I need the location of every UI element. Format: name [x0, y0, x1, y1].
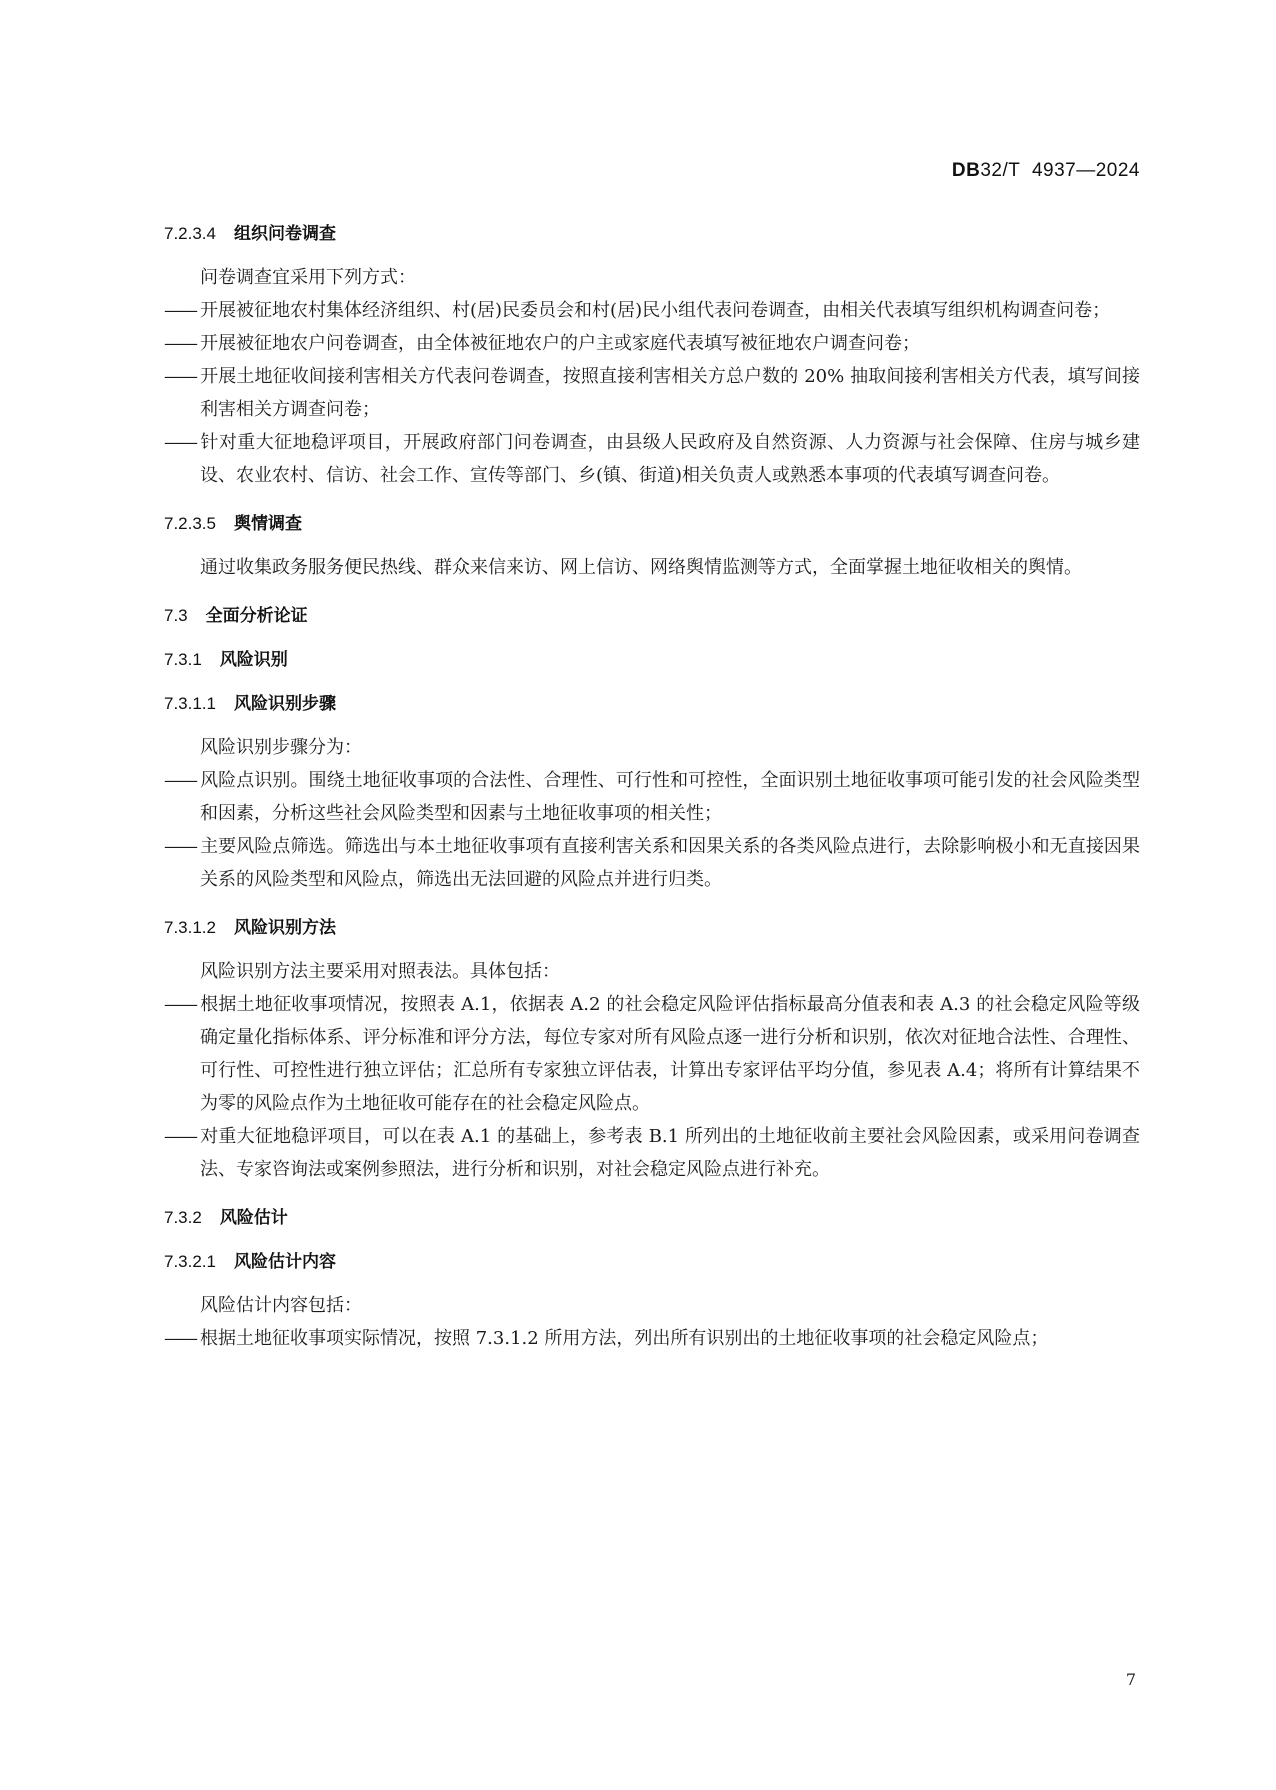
list-item: [164, 830, 1140, 896]
document-body: [164, 222, 1140, 1355]
list-item: [164, 294, 1140, 327]
list-item: [164, 426, 1140, 492]
dash-marker: ——: [164, 333, 196, 354]
list-item-text: 开展土地征收间接利害相关方代表问卷调查，按照直接利害相关方总户数的 20% 抽取间接利害相关方代表，填写间接利害相关方调查问卷；: [200, 366, 1140, 420]
standard-prefix: DB: [951, 160, 981, 181]
section-number: 7.3.1: [164, 650, 202, 669]
dash-marker: ——: [164, 432, 196, 453]
list-item: [164, 327, 1140, 360]
paragraph: 风险识别步骤分为：: [200, 737, 362, 758]
section-number: 7.3.2.1: [164, 1252, 216, 1271]
section-title: 舆情调查: [234, 514, 302, 534]
section-heading: [164, 692, 1140, 716]
section-heading: [164, 512, 1140, 536]
list-item-text: 针对重大征地稳评项目，开展政府部门问卷调查，由县级人民政府及自然资源、人力资源与社会保障、住房与城乡建设、农业农村、信访、社会工作、宣传等部门、乡(镇、街道)相关负责人或熟悉本事项的代表填写调查问卷。: [200, 432, 1140, 486]
section-heading: [164, 604, 1140, 628]
section-number: 7.3.2: [164, 1208, 202, 1227]
list-item: [164, 764, 1140, 830]
paragraph: 通过收集政务服务便民热线、群众来信来访、网上信访、网络舆情监测等方式，全面掌握土地征收相关的舆情。: [200, 557, 1082, 578]
standard-number: 4937—2024: [1031, 160, 1140, 181]
dash-marker: ——: [164, 1328, 196, 1349]
paragraph: 问卷调查宜采用下列方式：: [200, 267, 416, 288]
list-item: [164, 1322, 1140, 1355]
dash-marker: ——: [164, 994, 196, 1015]
list-item: [164, 360, 1140, 426]
section-number: 7.3.1.2: [164, 918, 216, 937]
section-title: 风险识别步骤: [234, 694, 336, 714]
list-item-text: 风险点识别。围绕土地征收事项的合法性、合理性、可行性和可控性，全面识别土地征收事项可能引发的社会风险类型和因素，分析这些社会风险类型和因素与土地征收事项的相关性；: [200, 770, 1140, 824]
section-heading: [164, 1206, 1140, 1230]
list-item-text: 主要风险点筛选。筛选出与本土地征收事项有直接利害关系和因果关系的各类风险点进行，去除影响极小和无直接因果关系的风险类型和风险点，筛选出无法回避的风险点并进行归类。: [200, 836, 1140, 890]
section-heading: [164, 222, 1140, 246]
list-item-text: 根据土地征收事项情况，按照表 A.1，依据表 A.2 的社会稳定风险评估指标最高分值表和表 A.3 的社会稳定风险等级确定量化指标体系、评分标准和评分方法，每位专家对所有风险点逐一进行分析和识别，依次对征地合法性、合理性、可行性、可控性进行独立评估；汇总所有专家独立评估表，计算出专家评估平均分值，参见表 A.4；将所有计算结果不为零的风险点作为土地征收可能存在的社会稳定风险点。: [200, 994, 1140, 1114]
dash-marker: ——: [164, 366, 196, 387]
section-number: 7.3.1.1: [164, 694, 216, 713]
list-item-text: 开展被征地农户问卷调查，由全体被征地农户的户主或家庭代表填写被征地农户调查问卷；: [200, 333, 920, 354]
section-title: 风险识别: [219, 650, 288, 670]
section-number: 7.2.3.4: [164, 224, 216, 243]
list-item-text: 对重大征地稳评项目，可以在表 A.1 的基础上，参考表 B.1 所列出的土地征收前主要社会风险因素，或采用问卷调查法、专家咨询法或案例参照法，进行分析和识别，对社会稳定风险点进行补充。: [200, 1126, 1140, 1180]
section-title: 风险识别方法: [234, 918, 336, 938]
section-number: 7.2.3.5: [164, 514, 216, 533]
paragraph: 风险估计内容包括：: [200, 1295, 362, 1316]
section-title: 组织问卷调查: [234, 224, 336, 244]
section-heading: [164, 1250, 1140, 1274]
dash-marker: ——: [164, 770, 196, 791]
dash-marker: ——: [164, 1126, 196, 1147]
section-heading: [164, 916, 1140, 940]
standard-code: [952, 160, 1140, 182]
section-number: 7.3: [164, 606, 188, 625]
list-item: [164, 988, 1140, 1120]
standard-series: 32/T: [980, 160, 1021, 181]
section-title: 风险估计: [219, 1208, 288, 1228]
page-number: 7: [1125, 1670, 1136, 1689]
dash-marker: ——: [164, 300, 196, 321]
list-item: [164, 1120, 1140, 1186]
paragraph: 风险识别方法主要采用对照表法。具体包括：: [200, 961, 560, 982]
dash-marker: ——: [164, 836, 196, 857]
section-title: 全面分析论证: [205, 606, 308, 626]
list-item-text: 开展被征地农村集体经济组织、村(居)民委员会和村(居)民小组代表问卷调查，由相关代表填写组织机构调查问卷；: [200, 300, 1111, 321]
list-item-text: 根据土地征收事项实际情况，按照 7.3.1.2 所用方法，列出所有识别出的土地征收事项的社会稳定风险点；: [200, 1328, 1049, 1349]
section-heading: [164, 648, 1140, 672]
section-title: 风险估计内容: [234, 1252, 336, 1272]
